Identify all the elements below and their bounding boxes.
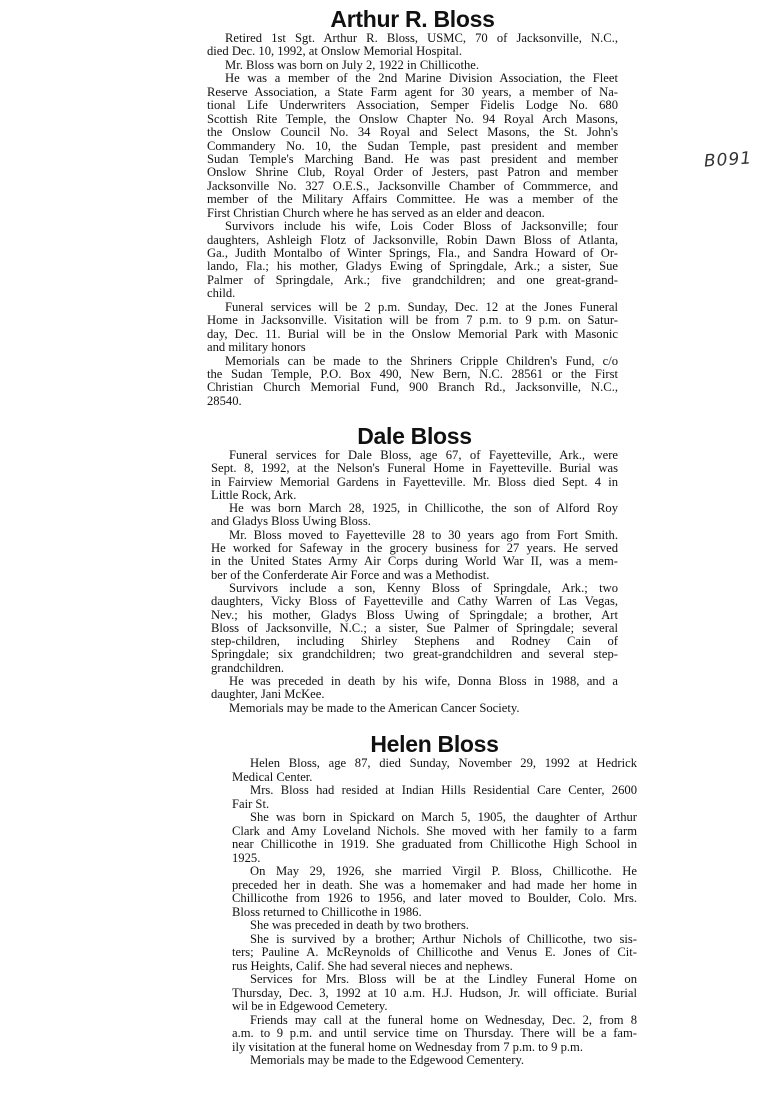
text-line: Sept. 8, 1992, at the Nelson's Funeral Home in Fayetteville. Burial was xyxy=(211,461,618,476)
text-line: Christian Church Memorial Fund, 900 Branch Rd., Jacksonville, N.C., xyxy=(207,380,618,395)
text-line: child. xyxy=(207,286,236,301)
text-line: Mr. Bloss was born on July 2, 1922 in Chillicothe. xyxy=(225,57,479,72)
text-line: step-children, including Shirley Stephens and Rodney Cain of xyxy=(211,634,618,649)
paragraph xyxy=(207,59,618,72)
text-line: On May 29, 1926, she married Virgil P. Bloss, Chillicothe. He xyxy=(250,864,637,878)
obituary-title: Arthur R. Bloss xyxy=(330,6,495,32)
text-line: daughters, Vicky Bloss of Fayetteville and Cathy Warren of Las Vegas, xyxy=(211,594,618,609)
paragraph xyxy=(211,582,618,675)
text-line: the Sudan Temple, P.O. Box 490, New Bern, N.C. 28561 or the First xyxy=(207,366,618,381)
paragraph xyxy=(211,675,618,702)
obituary-body xyxy=(211,449,618,715)
text-line: Memorials may be made to the Edgewood Cementery. xyxy=(250,1053,525,1067)
obituary-helen-bloss xyxy=(232,731,637,1068)
text-line: day, Dec. 11. Burial will be in the Onslow Memorial Park with Masonic xyxy=(207,326,618,341)
text-line: Survivors include a son, Kenny Bloss of Springdale, Ark.; two xyxy=(229,580,618,595)
text-line: wil be in Edgewood Cemetery. xyxy=(232,999,388,1013)
text-line: Retired 1st Sgt. Arthur R. Bloss, USMC, 70 of Jacksonville, N.C., xyxy=(225,31,618,45)
text-line: Bloss of Jacksonville, N.C.; a sister, Sue Palmer of Springdale; several xyxy=(211,620,618,635)
text-line: Services for Mrs. Bloss will be at the Lindley Funeral Home on xyxy=(250,972,637,986)
text-line: Jacksonville No. 327 O.E.S., Jacksonville Chamber of Commmerce, and xyxy=(207,178,618,193)
text-line: Onslow Shrine Club, Royal Order of Jesters, past Patron and member xyxy=(207,165,618,180)
paragraph xyxy=(232,1054,637,1068)
paragraph xyxy=(232,811,637,865)
text-line: in the United States Army Air Corps during World War II, was a mem- xyxy=(211,554,618,569)
text-line: Home in Jacksonville. Visitation will be from 7 p.m. to 9 p.m. on Satur- xyxy=(207,313,618,328)
text-line: Fair St. xyxy=(232,796,270,811)
text-line: Funeral services will be 2 p.m. Sunday, Dec. 12 at the Jones Funeral xyxy=(225,299,618,314)
text-line: She is survived by a brother; Arthur Nichols of Chillicothe, two sis- xyxy=(250,931,637,946)
text-line: daughters, Ashleigh Flotz of Jacksonville, Robin Dawn Bloss of Atlanta, xyxy=(207,232,618,247)
text-line: Memorials may be made to the American Cancer Society. xyxy=(229,700,520,715)
text-line: Nev.; his mother, Gladys Bloss Uwing of Springdale; a brother, Art xyxy=(211,607,618,622)
obituary-body xyxy=(207,32,618,408)
text-line: Palmer of Springdale, Ark.; five grandchildren; and one great-grand- xyxy=(207,272,618,287)
text-line: Commandery No. 10, the Sudan Temple, past president and member xyxy=(207,138,618,153)
text-line: Friends may call at the funeral home on Wednesday, Dec. 2, from 8 xyxy=(250,1012,637,1027)
paragraph xyxy=(207,220,618,301)
obituary-dale-bloss xyxy=(211,423,618,715)
obituary-arthur-r-bloss xyxy=(207,6,618,408)
text-line: Thursday, Dec. 3, 1992 at 10 a.m. H.J. Hudson, Jr. will officiate. Burial xyxy=(232,985,637,1000)
text-line: Mr. Bloss moved to Fayetteville 28 to 30 years ago from Fort Smith. xyxy=(229,527,618,542)
paragraph xyxy=(211,702,618,715)
text-line: preceded her in death. She was a homemaker and had made her home in xyxy=(232,877,637,892)
text-line: She was born in Spickard on March 5, 1905, the daughter of Arthur xyxy=(250,810,637,824)
paragraph xyxy=(232,757,637,784)
paragraph xyxy=(232,933,637,974)
text-line: He worked for Safeway in the grocery business for 27 years. He served xyxy=(211,541,618,556)
text-line: Survivors include his wife, Lois Coder Bloss of Jacksonville; four xyxy=(225,219,618,234)
text-line: Sudan Temple's Marching Band. He was past president and member xyxy=(207,151,618,166)
text-line: near Chillicothe in 1919. She graduated from Chillicothe High School in xyxy=(232,837,637,851)
paragraph xyxy=(207,355,618,409)
text-line: Ga., Judith Montalbo of Winter Springs, Fla., and Sandra Howard of Or- xyxy=(207,246,618,260)
paragraph xyxy=(232,784,637,811)
paragraph xyxy=(211,529,618,582)
text-line: She was preceded in death by two brothers. xyxy=(250,918,469,932)
text-line: Springdale; six grandchildren; two great-grandchildren and several step- xyxy=(211,647,618,662)
text-line: Little Rock, Ark. xyxy=(211,487,297,502)
text-line: a.m. to 9 p.m. and until service time on Thursday. There will be a fam- xyxy=(232,1026,637,1040)
text-line: Reserve Association, a State Farm agent for 30 years, a member of Na- xyxy=(207,84,618,99)
text-line: lando, Fla.; his mother, Gladys Ewing of Springdale, Ark.; a sister, Sue xyxy=(207,259,618,274)
obituary-body xyxy=(232,757,637,1068)
text-line: He was a member of the 2nd Marine Division Association, the Fleet xyxy=(225,71,618,86)
handwritten-note: B091 xyxy=(703,148,753,172)
text-line: in Fairview Memorial Gardens in Fayetteville. Mr. Bloss died Sept. 4 in xyxy=(211,474,618,489)
text-line: Mrs. Bloss had resided at Indian Hills Residential Care Center, 2600 xyxy=(250,783,637,797)
text-line: Chillicothe from 1926 to 1956, and later moved to Boulder, Colo. Mrs. xyxy=(232,891,637,905)
text-line: and military honors xyxy=(207,340,306,355)
text-line: grandchildren. xyxy=(211,660,285,675)
text-line: He was preceded in death by his wife, Donna Bloss in 1988, and a xyxy=(229,674,618,689)
obituary-title: Dale Bloss xyxy=(357,423,472,449)
text-line: Clark and Amy Loveland Nichols. She moved with her family to a farm xyxy=(232,823,637,838)
text-line: and Gladys Bloss Uwing Bloss. xyxy=(211,514,371,529)
text-line: 1925. xyxy=(232,850,261,865)
text-line: Helen Bloss, age 87, died Sunday, November 29, 1992 at Hedrick xyxy=(250,756,637,770)
text-line: Memorials can be made to the Shriners Cripple Children's Fund, c/o xyxy=(225,353,618,368)
text-line: Scottish Rite Temple, the Onslow Chapter No. 94 Royal Arch Masons, xyxy=(207,111,618,126)
text-line: the Onslow Council No. 34 Royal and Select Masons, the St. John's xyxy=(207,125,618,140)
text-line: Funeral services for Dale Bloss, age 67, of Fayetteville, Ark., were xyxy=(229,448,618,462)
text-line: ily visitation at the funeral home on Wednesday from 7 p.m. to 9 p.m. xyxy=(232,1039,583,1054)
text-line: ters; Pauline A. McReynolds of Chillicothe and Venus E. Jones of Cit- xyxy=(232,945,637,959)
text-line: ber of the Conferderate Air Force and was a Methodist. xyxy=(211,567,490,582)
paragraph xyxy=(232,865,637,919)
paragraph xyxy=(232,1014,637,1055)
paragraph xyxy=(232,973,637,1014)
obituary-title: Helen Bloss xyxy=(370,731,499,757)
paragraph xyxy=(207,301,618,355)
text-line: died Dec. 10, 1992, at Onslow Memorial Hospital. xyxy=(207,44,462,59)
text-line: Medical Center. xyxy=(232,769,313,784)
text-line: 28540. xyxy=(207,393,242,408)
paragraph xyxy=(211,502,618,529)
text-line: Bloss returned to Chillicothe in 1986. xyxy=(232,904,422,919)
paragraph xyxy=(232,919,637,933)
text-line: member of the Military Affairs Committee. He was a member of the xyxy=(207,192,618,207)
text-line: First Christian Church where he has served as an elder and deacon. xyxy=(207,205,545,220)
paragraph xyxy=(207,32,618,59)
text-line: daughter, Jani McKee. xyxy=(211,687,325,702)
text-line: tional Life Underwriters Association, Semper Fidelis Lodge No. 680 xyxy=(207,98,618,113)
paragraph xyxy=(211,449,618,502)
paragraph xyxy=(207,72,618,220)
text-line: rus Heights, Calif. She had several nieces and nephews. xyxy=(232,958,513,973)
text-line: He was born March 28, 1925, in Chillicothe, the son of Alford Roy xyxy=(229,501,618,516)
